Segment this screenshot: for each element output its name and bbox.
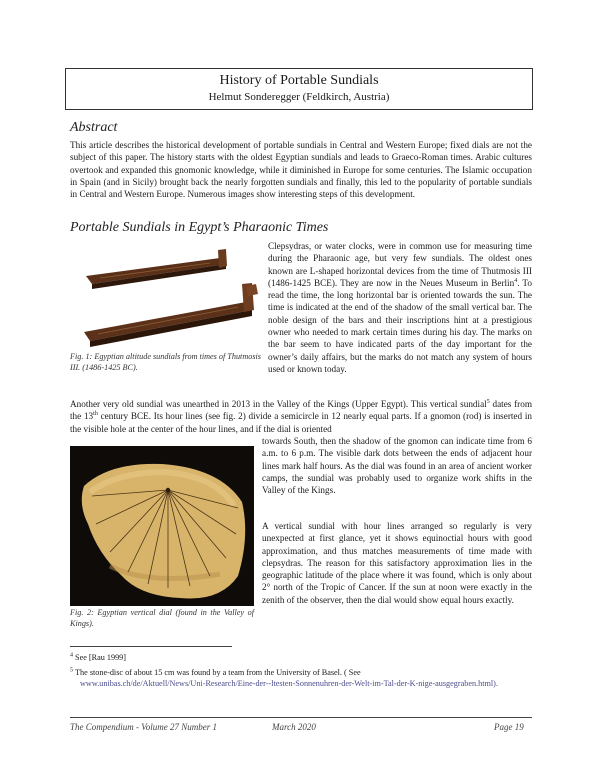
footnote-4-text: See [Rau 1999] — [75, 653, 126, 662]
paragraph-1-text-b: . To read the time, the long horizontal bar is oriented towards the sun. The time is indicated at the end of the shadow of the small vertical bar. The noble design of the bars and their inscriptions hint at a prestigious owner who needed to mark certain times during his day. The marks on the bar seem to have indicated parts of the day important for the owner’s daily affairs, but the marks do not match any system of hours used or known today. — [268, 277, 532, 374]
footnote-5-number: 5 — [70, 667, 73, 674]
paragraph-2-continued: towards South, then the shadow of the gnomon can indicate time from 6 a.m. to 6 p.m. The visible dark dots between the ends of adjacent hour lines mark half hours. As the dial was found in an area of ancient worker camps, the sundial was probably used to organize work shifts in the Valley of the Kings. — [262, 436, 532, 496]
footnote-5-link[interactable]: www.unibas.ch/de/Aktuell/News/Uni-Research/Eine-der--ltesten-Sonnenuhren-der-Welt-im-Tal-der-K-nige-ausgegraben.html). — [80, 679, 498, 688]
fig1-caption: Fig. 1: Egyptian altitude sundials from times of Thutmosis III. (1486-1425 BC). — [70, 352, 261, 372]
footnote-ref-4: 4 — [514, 277, 518, 284]
fig2-caption: Fig. 2: Egyptian vertical dial (found in the Valley of Kings). — [70, 608, 254, 628]
footnote-ref-5: 5 — [486, 398, 490, 405]
ordinal-suffix: th — [93, 411, 98, 418]
paragraph-2-text-a: Another very old sundial was unearthed in 2013 in the Valley of the Kings (Upper Egypt). This vertical sundial — [70, 399, 487, 409]
footnote-5-text: The stone-disc of about 15 cm was found by a team from the University of Basel. ( See — [75, 668, 361, 677]
abstract-heading: Abstract — [70, 120, 118, 135]
gnomon-hole — [166, 488, 170, 492]
section-heading: Portable Sundials in Egypt’s Pharaonic Times — [70, 220, 329, 235]
footer-date: March 2020 — [272, 722, 316, 732]
paragraph-2-text-c: century BCE. Its hour lines (see fig. 2) divide a semicircle in 12 nearly equal parts. If a gnomon (rod) is inserted in the visible hole at the center of the hour lines, and if the dial is oriented — [70, 411, 532, 434]
paragraph-1 — [268, 240, 532, 375]
footer-page: Page 19 — [494, 722, 524, 732]
footnote-4-number: 4 — [70, 652, 73, 659]
fig1-image — [70, 244, 260, 350]
paragraph-3: A vertical sundial with hour lines arranged so regularly is very unexpected at first glance, yet it shows equinoctial hours with good approximation, and thus matches measurements of time made with clepsydras. The reason for this satisfactory approximation lies in the geographic latitude of the place where it was found, which is only about 2° north of the Tropic of Cancer. If the sun at noon were exactly in the zenith of the observer, then the dial would show equal hours exactly. — [262, 521, 532, 605]
abstract-text: This article describes the historical development of portable sundials in Central and Western Europe; fixed dials are not the subject of this paper. The history starts with the oldest Egyptian sundials and leads to Graeco-Roman times. Arabic cultures overtook and expanded this gnomonic knowledge, while it diminished in Europe for some centuries. The Islamic occupation in Spain (and in Sicily) brought back the nearly forgotten sundials and finally, this led to the popularity of portable sundials in Central and Western Europe. Numerous images show interesting steps of this development. — [70, 140, 532, 200]
footnote-4 — [70, 653, 532, 664]
title-box — [65, 68, 533, 110]
paragraph-1-text-a: Clepsydras, or water clocks, were in common use for measuring time during the Pharaonic age, but very few sundials. The oldest ones known are L-shaped horizontal devices from the time of Thutmosis III (1486-1425 BCE). They are now in the Neues Museum in Berlin — [268, 241, 532, 288]
article-title: History of Portable Sundials — [219, 73, 379, 88]
paragraph-2-text-b: dates from the 13 — [70, 399, 532, 422]
paragraph-2 — [70, 398, 532, 435]
footnote-divider — [70, 646, 232, 647]
footer-divider — [70, 717, 532, 718]
footnote-5 — [70, 668, 532, 679]
fig2-image — [70, 446, 254, 606]
article-author: Helmut Sonderegger (Feldkirch, Austria) — [208, 91, 390, 103]
footer-journal: The Compendium - Volume 27 Number 1 — [70, 722, 217, 732]
